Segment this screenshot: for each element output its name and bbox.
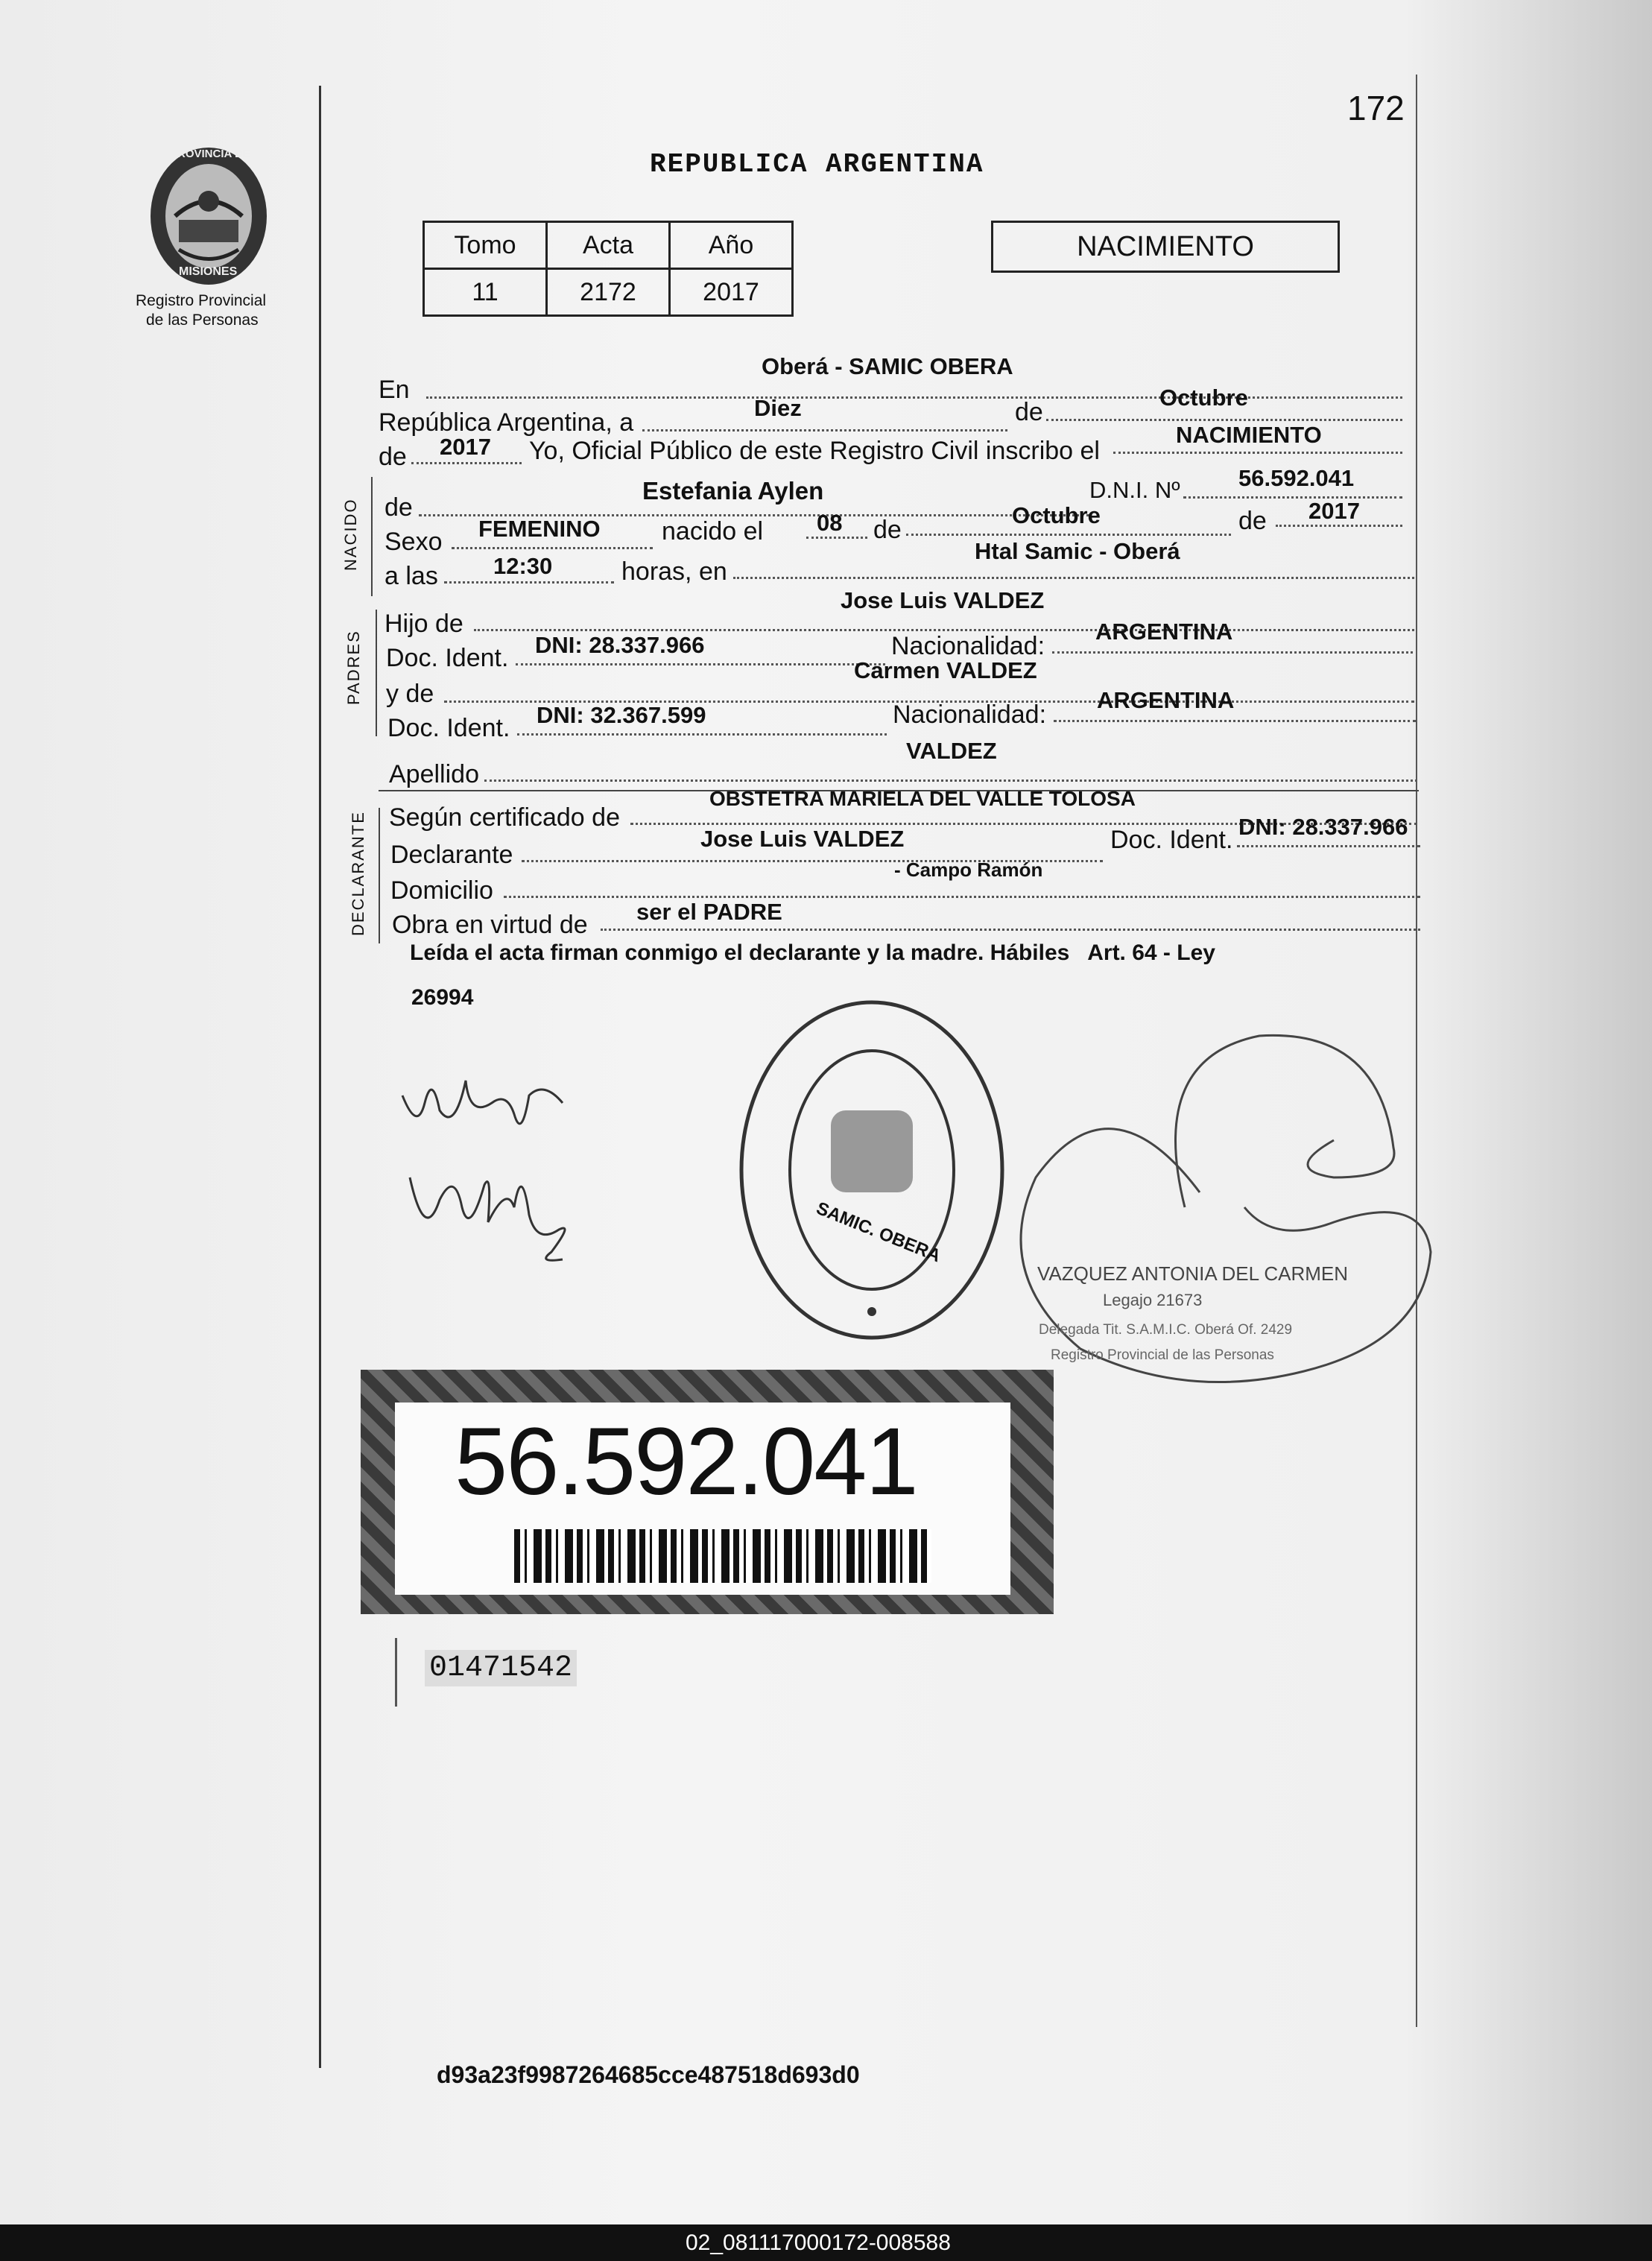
dots-doc-madre [517, 733, 887, 736]
label-dni: D.N.I. Nº [1089, 477, 1180, 503]
value-madre: Carmen VALDEZ [854, 657, 1037, 683]
record-type-box: NACIMIENTO [991, 221, 1340, 273]
dots-lugar-nac [733, 577, 1414, 579]
value-hora: 12:30 [493, 553, 553, 579]
dni-sticker-label [395, 1403, 1010, 1595]
declarante-bracket [379, 808, 380, 943]
value-nac-dia: 08 [817, 510, 843, 536]
dots-mes [1046, 419, 1402, 421]
label-doc-padre: Doc. Ident. [386, 644, 509, 672]
value-padre: Jose Luis VALDEZ [841, 587, 1045, 613]
dots-nac-anio [1276, 525, 1402, 527]
dots-dni [1183, 496, 1402, 499]
seal-caption-line2: de las Personas [146, 312, 259, 329]
side-label-nacido: NACIDO [341, 498, 360, 571]
signature-2-text [410, 1192, 450, 1208]
official-signature-mark [961, 1028, 1438, 1401]
footer-bar [0, 2224, 1652, 2261]
dots-en [426, 396, 1402, 399]
dots-nac-padre [1052, 651, 1413, 654]
value-nombre: Estefania Aylen [642, 477, 824, 505]
signature-1-text [402, 1095, 443, 1111]
label-en: En [379, 376, 410, 404]
value-lugar-nac: Htal Samic - Oberá [975, 538, 1180, 564]
left-margin-line [319, 86, 321, 2068]
value-nac-mes: Octubre [1012, 502, 1101, 528]
anio-value: 2017 [670, 269, 793, 316]
label-de-nac-anio: de [1238, 507, 1267, 535]
label-yo-oficial: Yo, Oficial Público de este Registro Civil inscribo el [529, 437, 1100, 465]
legal-text-line1: Leída el acta firman conmigo el declarante y la madre. Hábiles Art. 64 - Ley [410, 940, 1215, 965]
label-nacido-el: nacido el [662, 517, 764, 546]
dots-nac-mes [906, 534, 1231, 536]
label-horas-en: horas, en [621, 557, 727, 586]
value-declarante: Jose Luis VALDEZ [700, 826, 905, 852]
label-de-nac-mes: de [873, 516, 902, 544]
label-declarante: Declarante [390, 841, 513, 869]
dots-apellido [484, 780, 1417, 782]
value-mes: Octubre [1159, 385, 1248, 411]
stamp-center-text: SAMIC. OBERA [813, 1198, 944, 1267]
label-segun-cert: Según certificado de [389, 803, 620, 832]
label-nac-madre: Nacionalidad: [893, 701, 1047, 729]
dni-sticker [361, 1370, 1054, 1614]
label-doc-declarante: Doc. Ident. [1110, 826, 1233, 854]
dots-nac-dia [806, 537, 867, 539]
dots-hora [444, 581, 614, 584]
sticker-dni-number: 56.592.041 [455, 1408, 917, 1515]
value-obra: ser el PADRE [636, 899, 782, 925]
dots-obra [601, 929, 1420, 931]
sticker-barcode [514, 1529, 931, 1583]
dots-padre [474, 629, 1414, 631]
value-nac-anio: 2017 [1308, 498, 1360, 524]
seal-bottom-text: MISIONES [179, 265, 238, 278]
label-de-nombre: de [384, 493, 413, 522]
official-name: VAZQUEZ ANTONIA DEL CARMEN [1037, 1262, 1349, 1285]
tomo-value: 11 [424, 269, 547, 316]
dots-anio [411, 462, 522, 464]
value-madre-nac: ARGENTINA [1097, 687, 1235, 713]
seal-caption-line1: Registro Provincial [136, 292, 267, 309]
nacido-bracket [371, 477, 373, 596]
dots-sexo [452, 547, 653, 549]
footer-id: 02_081117000172-008588 [686, 2230, 951, 2255]
label-nac-padre: Nacionalidad: [891, 632, 1045, 660]
value-declarante-doc: DNI: 28.337.966 [1238, 814, 1408, 840]
value-madre-doc: DNI: 32.367.599 [537, 702, 706, 728]
label-obra-virtud: Obra en virtud de [392, 911, 588, 939]
value-padre-nac: ARGENTINA [1095, 619, 1233, 645]
value-apellido: VALDEZ [906, 738, 997, 764]
label-apellido: Apellido [389, 760, 479, 788]
tomo-label: Tomo [424, 222, 547, 269]
document-hash: d93a23f9987264685cce487518d693d0 [437, 2061, 860, 2088]
dots-tipo [1113, 452, 1402, 454]
value-certificado: OBSTETRA MARIELA DEL VALLE TOLOSA [709, 787, 1136, 810]
official-organismo: Registro Provincial de las Personas [1051, 1347, 1274, 1363]
value-anio: 2017 [440, 434, 491, 460]
label-domicilio: Domicilio [390, 876, 493, 905]
value-dni: 56.592.041 [1238, 465, 1355, 491]
dots-doc-declarante [1237, 845, 1420, 847]
anio-label: Año [670, 222, 793, 269]
dots-dia [642, 429, 1007, 431]
label-doc-madre: Doc. Ident. [387, 714, 510, 742]
label-de-anio: de [379, 443, 407, 471]
label-republica-a: República Argentina, a [379, 408, 634, 437]
label-hijo-de: Hijo de [384, 610, 463, 638]
value-dia: Diez [754, 395, 802, 421]
legal-text-line2: 26994 [411, 985, 474, 1010]
label-sexo: Sexo [384, 528, 443, 556]
value-lugar: Oberá - SAMIC OBERA [762, 353, 1013, 379]
value-padre-doc: DNI: 28.337.966 [535, 632, 705, 658]
official-legajo: Legajo 21673 [1103, 1291, 1203, 1309]
label-y-de: y de [386, 680, 434, 708]
value-tipo: NACIMIENTO [1176, 422, 1322, 448]
dots-nac-madre [1054, 720, 1416, 722]
page-number: 172 [1347, 89, 1405, 127]
seal-top-text: PROVINCIA DE [170, 148, 250, 160]
label-a-las: a las [384, 562, 438, 590]
value-domicilio: - Campo Ramón [894, 858, 1043, 881]
side-label-declarante: DECLARANTE [349, 811, 367, 936]
tomo-acta-anio-table [423, 221, 794, 317]
document-header: REPUBLICA ARGENTINA [650, 149, 984, 180]
acta-value: 2172 [547, 269, 670, 316]
serial-number: 01471542 [425, 1650, 577, 1686]
padres-bracket [376, 610, 377, 736]
dots-doc-padre [516, 663, 885, 665]
dots-domicilio [504, 896, 1420, 898]
official-cargo: Delegada Tit. S.A.M.I.C. Oberá Of. 2429 [1039, 1322, 1293, 1338]
value-sexo: FEMENINO [478, 516, 601, 542]
acta-label: Acta [547, 222, 670, 269]
label-de-mes: de [1015, 398, 1043, 426]
side-label-padres: PADRES [344, 630, 363, 705]
